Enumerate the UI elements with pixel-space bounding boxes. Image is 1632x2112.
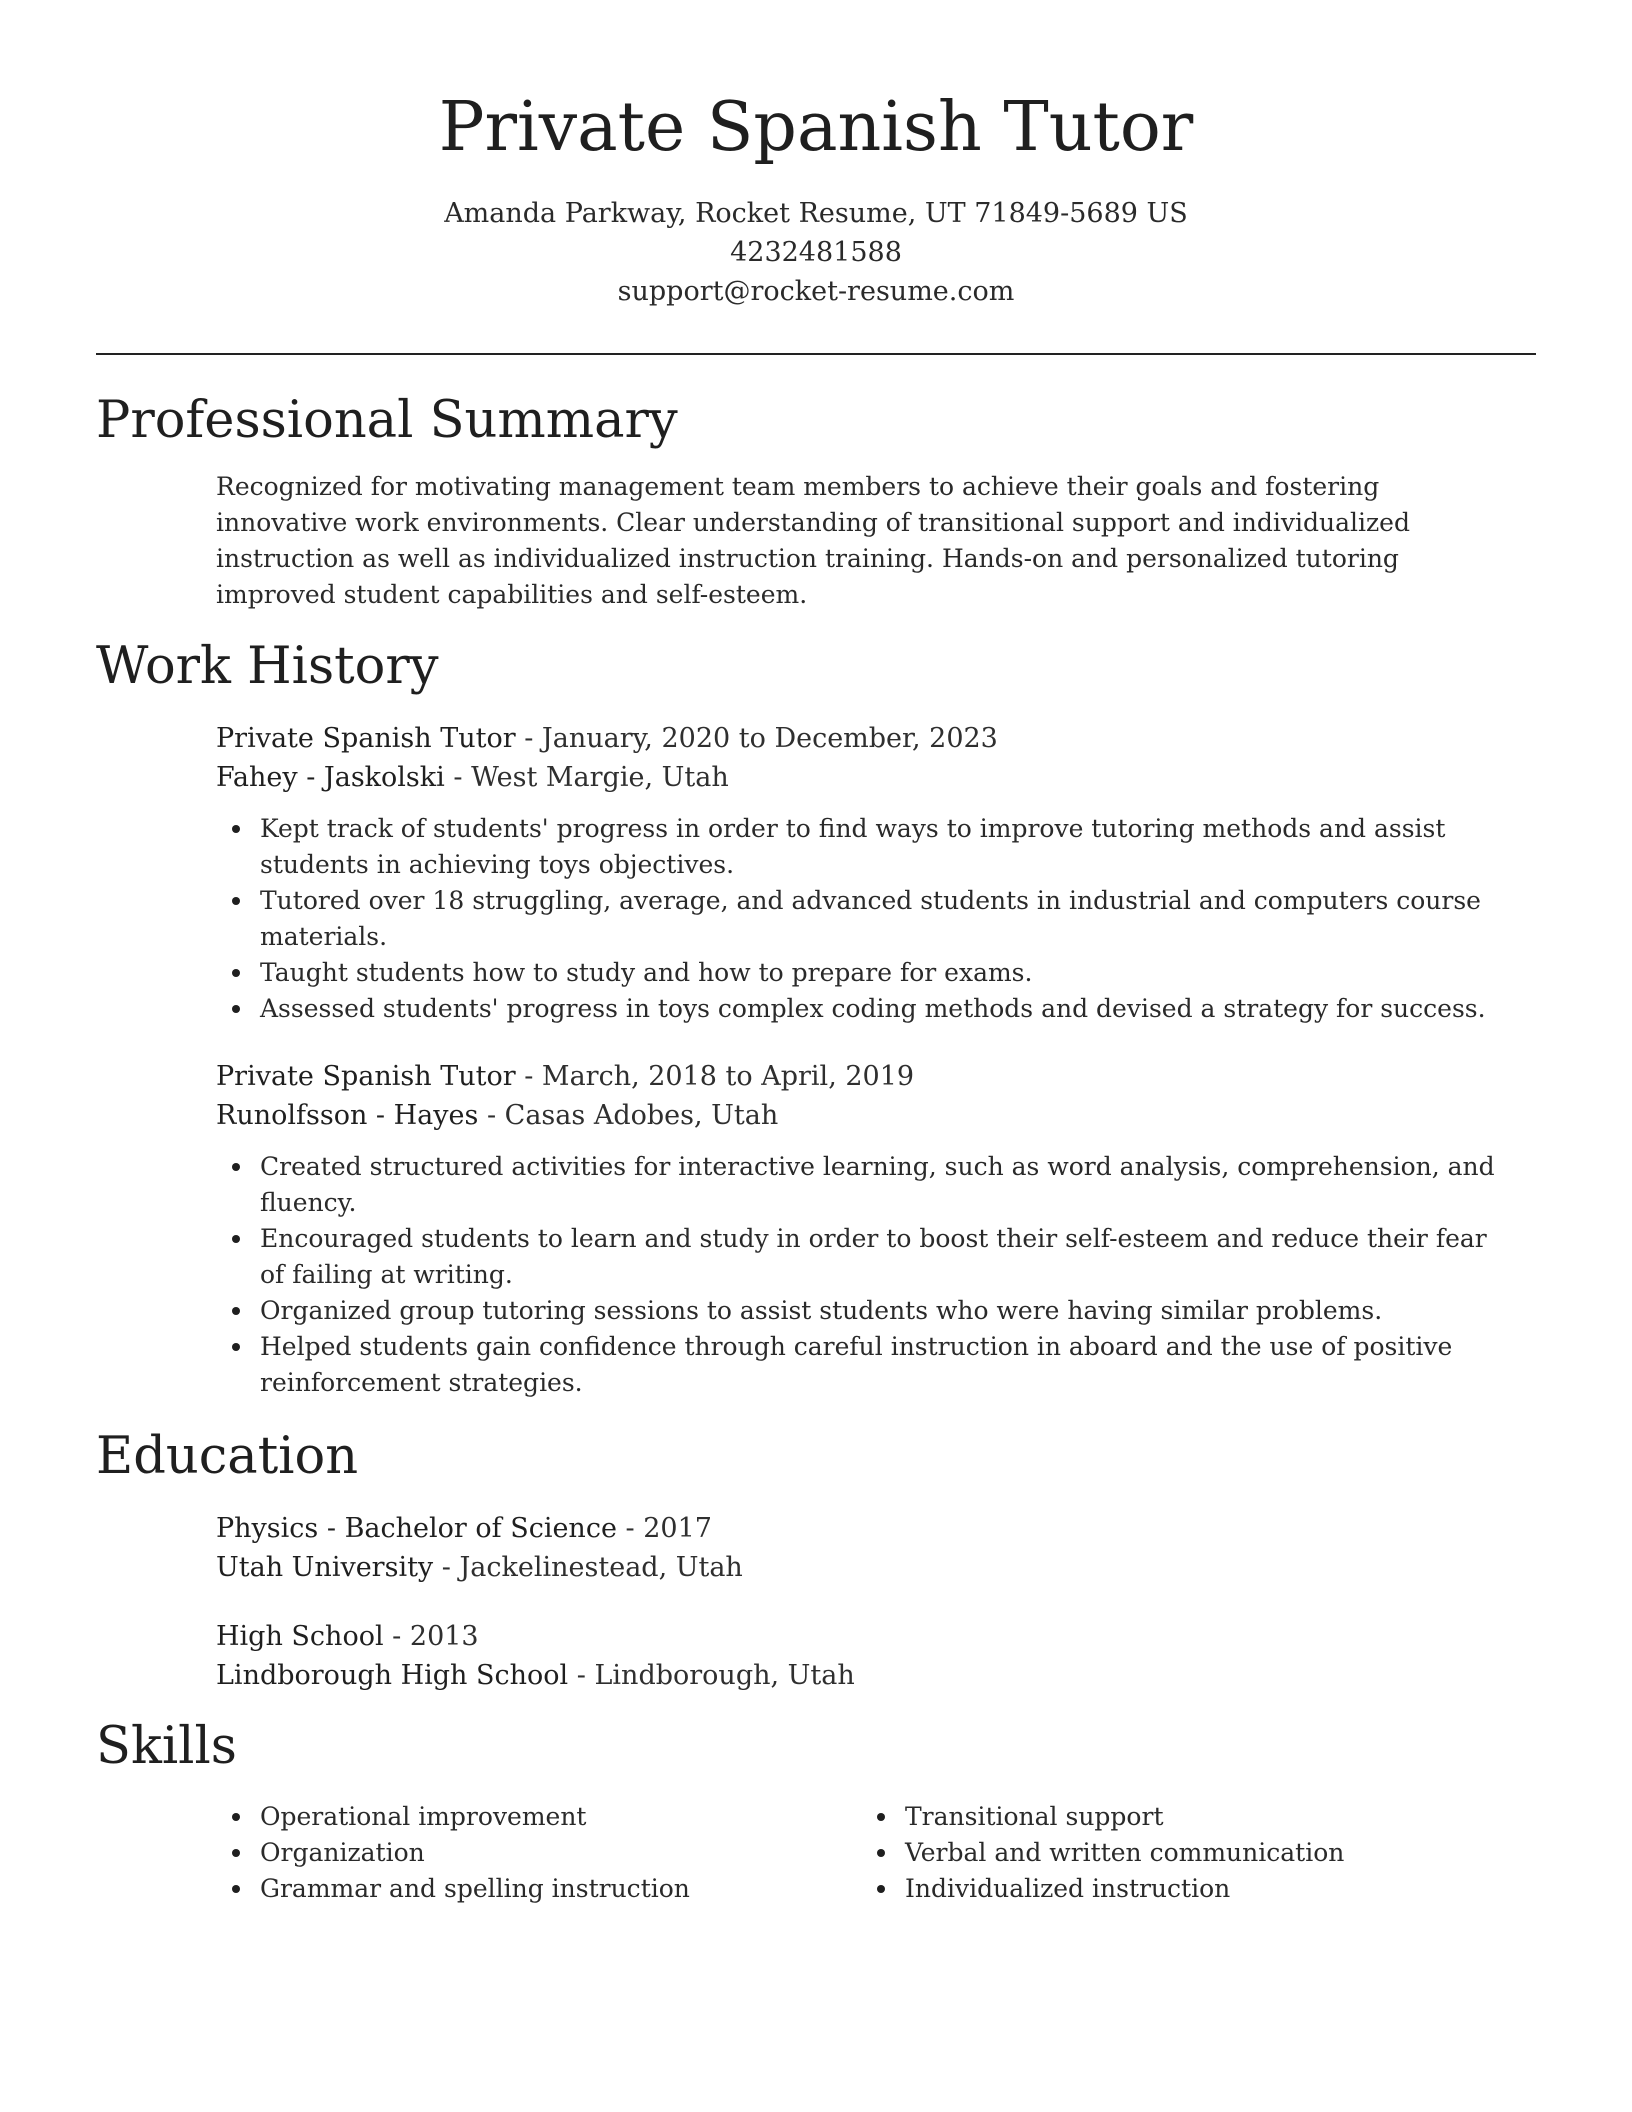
resume-name: Private Spanish Tutor: [438, 88, 1194, 167]
job-dates: January, 2020 to December, 2023: [541, 723, 998, 754]
dash-separator: -: [478, 1100, 505, 1131]
skills-title: Skills: [96, 1717, 237, 1776]
education-degree: High School: [216, 1621, 384, 1652]
job-bullet: Kept track of students' progress in order to find ways to improve tutoring methods and assist students in achieving toys objectives.: [260, 811, 1506, 883]
job-bullet: Taught students how to study and how to prepare for exams.: [260, 955, 1506, 991]
job-title-line: [216, 1057, 1506, 1096]
job-employer: Runolfsson - Hayes: [216, 1100, 479, 1131]
education-body: [216, 1509, 1506, 1695]
skills-grid: [216, 1799, 1506, 1907]
skills-body: [216, 1799, 1506, 1907]
job-bullet: Encouraged students to learn and study in order to boost their self-esteem and reduce their fear of failing at writing.: [260, 1221, 1506, 1293]
job-location: West Margie, Utah: [471, 762, 729, 793]
education-location: Lindborough, Utah: [594, 1660, 855, 1691]
skills-list-left: [216, 1799, 861, 1907]
education-title: Education: [96, 1427, 359, 1486]
skills-list-right: [861, 1799, 1506, 1907]
resume-page: [96, 0, 1536, 1907]
education-degree-line: [216, 1617, 1506, 1656]
contact-phone: 4232481588: [730, 237, 902, 268]
contact-email: support@rocket-resume.com: [617, 276, 1015, 307]
job-employer-line: [216, 758, 1506, 797]
skill-item: Individualized instruction: [905, 1871, 1506, 1907]
education-location: Jackelinestead, Utah: [459, 1552, 743, 1583]
education-entry: [216, 1617, 1506, 1695]
skill-item: Verbal and written communication: [905, 1835, 1506, 1871]
job-bullet: Organized group tutoring sessions to assist students who were having similar problems.: [260, 1293, 1506, 1329]
job-bullet: Created structured activities for interactive learning, such as word analysis, comprehension, and fluency.: [260, 1149, 1506, 1221]
education-school: Lindborough High School: [216, 1660, 569, 1691]
skill-item: Transitional support: [905, 1799, 1506, 1835]
summary-title: Professional Summary: [96, 391, 678, 450]
dash-separator: -: [568, 1660, 595, 1691]
contact-block: [96, 194, 1536, 311]
education-school-line: [216, 1656, 1506, 1695]
dash-separator: -: [515, 723, 542, 754]
work-history-title: Work History: [96, 637, 439, 696]
education-year: 2013: [409, 1621, 479, 1652]
skill-item: Organization: [260, 1835, 861, 1871]
job-title: Private Spanish Tutor: [216, 723, 516, 754]
job-bullet: Helped students gain confidence through careful instruction in aboard and the use of positive reinforcement strategies.: [260, 1329, 1506, 1401]
job-bullet: Tutored over 18 struggling, average, and advanced students in industrial and computers course materials.: [260, 883, 1506, 955]
dash-separator: -: [616, 1513, 644, 1544]
education-degree-line: [216, 1509, 1506, 1548]
job-title: Private Spanish Tutor: [216, 1061, 516, 1092]
dash-separator: -: [444, 762, 472, 793]
job-entry: [216, 719, 1506, 1027]
education-section: [96, 1427, 1536, 1695]
summary-text: Recognized for motivating management team members to achieve their goals and fostering innovative work environments. Clear understanding of transitional support and individualized instruction as well as individualized instruction training. Hands-on and personalized tutoring improved student capabilities and self-esteem.: [216, 472, 1410, 609]
job-entry: [216, 1057, 1506, 1401]
contact-address: Amanda Parkway, Rocket Resume, UT 71849-5689 US: [444, 198, 1188, 229]
header-divider: [96, 353, 1536, 355]
education-year: 2017: [643, 1513, 712, 1544]
summary-section: [96, 391, 1536, 613]
work-history-section: [96, 637, 1536, 1401]
job-bullet: Assessed students' progress in toys complex coding methods and devised a strategy for success.: [260, 991, 1506, 1027]
skills-column-left: [216, 1799, 861, 1907]
dash-separator: -: [515, 1061, 542, 1092]
skill-item: Grammar and spelling instruction: [260, 1871, 861, 1907]
job-bullets: [216, 1149, 1506, 1401]
education-entry: [216, 1509, 1506, 1587]
job-title-line: [216, 719, 1506, 758]
work-history-body: [216, 719, 1506, 1401]
education-school: Utah University: [216, 1552, 434, 1583]
job-employer: Fahey - Jaskolski: [216, 762, 445, 793]
skills-section: [96, 1717, 1536, 1907]
job-employer-line: [216, 1096, 1506, 1135]
job-bullets: [216, 811, 1506, 1027]
skill-item: Operational improvement: [260, 1799, 861, 1835]
education-degree: Physics - Bachelor of Science: [216, 1513, 617, 1544]
resume-header: [96, 0, 1536, 355]
skills-column-right: [861, 1799, 1506, 1907]
job-dates: March, 2018 to April, 2019: [541, 1061, 915, 1092]
dash-separator: -: [383, 1621, 410, 1652]
dash-separator: -: [433, 1552, 460, 1583]
job-location: Casas Adobes, Utah: [504, 1100, 779, 1131]
education-school-line: [216, 1548, 1506, 1587]
